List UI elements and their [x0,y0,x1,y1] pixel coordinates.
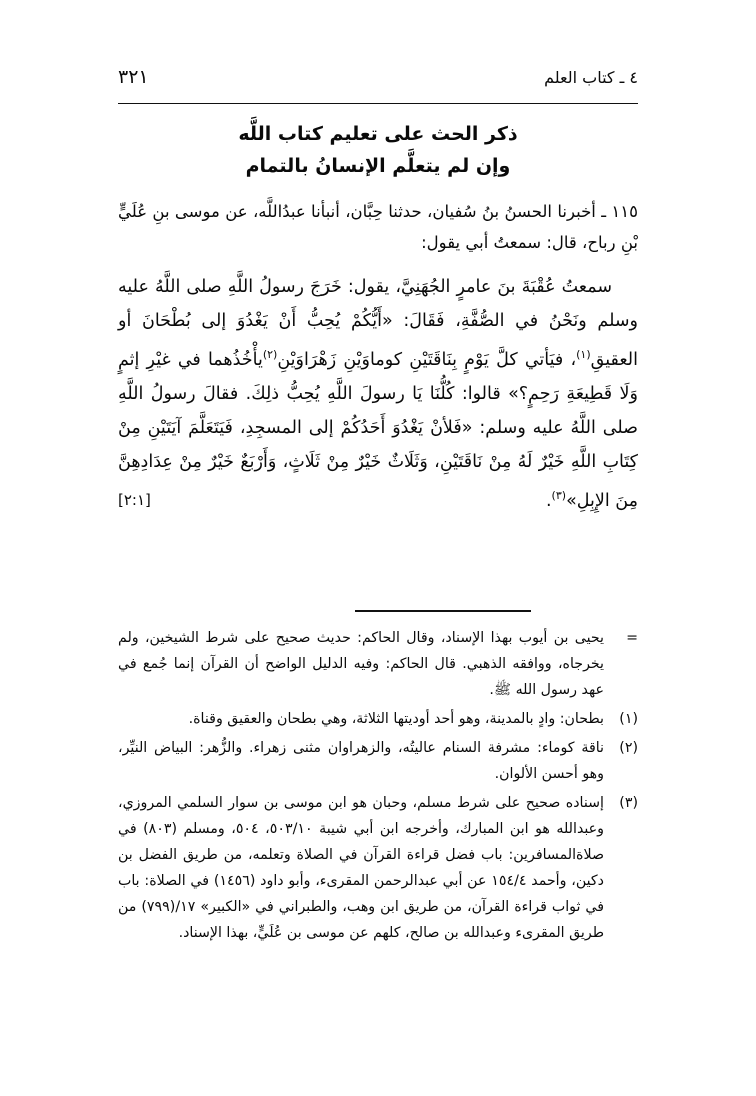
section-title-line-2: وإن لم يتعلَّم الإنسانُ بالتمام [245,155,511,177]
footnote-item [118,790,638,946]
footnote-marker: (١) [619,711,638,727]
hadith-body [118,196,638,520]
footnote-text: إسناده صحيح على شرط مسلم، وحبان هو ابن موسى بن سوار السلمي المروزي، وعبدالله هو ابن المبارك، وأخرجه ابن أبي شيبة ٥٠٣/١٠، ٥٠٤، ومسلم (٨٠٣) في صلاةالمسافرين: باب فضل قراءة القرآن في الصلاة وتعلمه، من طريق الفضل بن دكين، وأحمد ١٥٤/٤ عن أبي عبدالرحمن المقرىء، وأبو داود (١٤٥٦) في الصلاة: باب في ثواب قراءة القرآن، من طريق ابن وهب، والطبراني في «الكبير» ١٧/(٧٩٩) من طريق المقرىء وعبدالله بن صالح، كلهم عن موسى بن عُلَيٍّ، بهذا الإسناد. [118,795,605,941]
footnote-ref-2: (٢) [262,348,278,361]
footnote-ref-1: (١) [576,348,591,361]
footnote-marker: (٢) [619,740,638,756]
footnotes-section [118,625,638,949]
page-header [118,66,638,88]
footnote-text: يحيى بن أيوب بهذا الإسناد، وقال الحاكم: حديث صحيح على شرط الشيخين، ولم يخرجاه، ووافقه الذهبي. قال الحاكم: وفيه الدليل الواضح أن القرآن إنما جُمع في عهد رسول الله ﷺ. [118,630,604,698]
section-title [118,118,638,182]
page-number: ٣٢١ [118,66,149,88]
book-title: ٤ ـ كتاب العلم [544,68,638,87]
footnote-text: بطحان: وادٍ بالمدينة، وهو أحد أوديتها الثلاثة، وهي بطحان والعقيق وقناة. [188,711,604,727]
matn-part-2: ، فيَأتي كلَّ يَوْمٍ بِنَاقَتَيْنِ كوماوَيْنِ زَهْرَاوَيْنِ [277,349,577,370]
header-divider [118,103,638,104]
footnote-divider [355,610,531,612]
footnote-marker: (٣) [619,795,638,811]
footnote-ref-3: (٣) [551,488,567,502]
hadith-isnad: ١١٥ ـ أخبرنا الحسنُ بنُ سُفيان، حدثنا حِبَّان، أنبأنا عبدُاللَّه، عن موسى بنِ عُلَيٍّ بْنِ رباح، قال: سمعتُ أبي يقول: [118,202,638,252]
matn-part-3: يأْخُذُهما في غيْرِ إثمٍ وَلَا قَطِيعَةِ رَحِمٍ؟» قالوا: كُلُّنَا يَا رسولَ اللَّهِ يُحِبُّ ذلِكَ. فقالَ رسولُ اللَّهِ صلى اللَّهُ عليه وسلم: «فَلأنْ يَغْدُوَ أَحَدُكُمْ إلى المسجِدِ، فَيَتَعَلَّمَ آيَتَيْنِ مِنْ كِتَابِ اللَّهِ خَيْرٌ لَهُ مِنْ نَاقَتَيْنِ، وَثَلَاثٌ خَيْرٌ مِنْ ثَلَاثٍ، وَأَرْبَعٌ خَيْرٌ مِنْ عِدَادِهِنَّ مِنَ الإِبِلِ» [118,349,638,511]
footnote-text: ناقة كوماء: مشرفة السنام عاليتُه، والزهراوان مثنى زهراء. والزُّهر: البياض النيِّر، وهو أحسن الألوان. [118,740,604,782]
footnote-item [118,735,638,787]
bracket-reference: [٢:١] [118,490,151,509]
hadith-matn [118,270,638,518]
matn-part-1: سمعتُ عُقْبَةَ بنَ عامرٍ الجُهَنِيَّ، يقول: خَرَجَ رسولُ اللَّهِ صلى اللَّهُ عليه وسلم ونَحْنُ في الصُّفَّةِ، فَقَالَ: «أَيُّكُمْ يُحِبُّ أَنْ يَغْدُوَ إلى بُطْحَانَ أو العقيقِ [118,277,638,370]
section-title-line-1: ذكر الحث على تعليم كتاب اللَّه [238,123,518,145]
footnote-item [118,625,638,703]
matn-end: . [545,490,552,511]
footnote-marker: = [626,630,638,646]
footnote-item [118,706,638,732]
